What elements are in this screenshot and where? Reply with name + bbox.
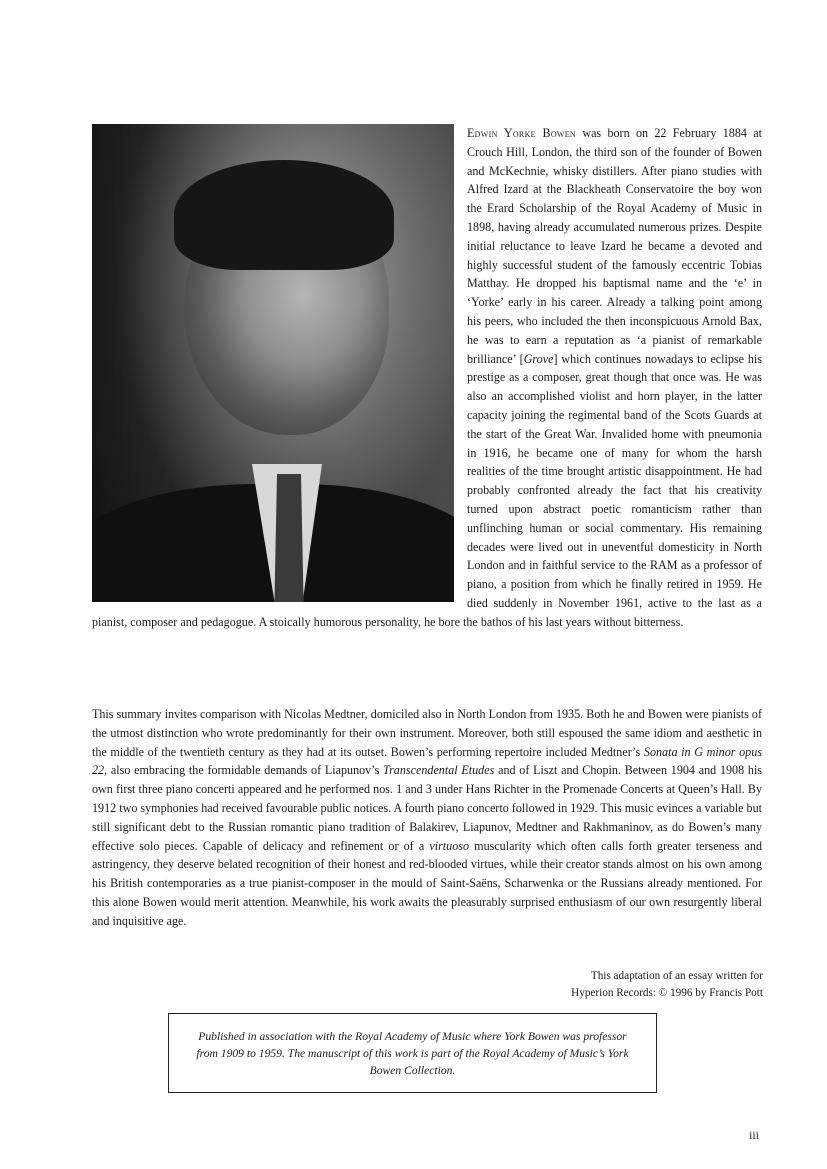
paragraph-1-text-a: was born on 22 February 1884 at Crouch Hill, London, the third son of the founder of Bowen and McKechnie, whisky distillers. After piano studies with Alfred Izard at the Blackheath Conservatoire the boy won the Erard Scholarship of the Royal Academy of Music in 1898, having already accumulated numerous prizes. Despite initial reluctance to leave Izard he became a devoted and highly successful student of the famously eccentric Tobias Matthay. He dropped his baptismal name and the ‘e’ in ‘Yorke’ early in his career. Already a talking point among his peers, who included the then inconspicuous Arnold Bax, he was to earn a reputation as ‘a pianist of remarkable brilliance’ [: [467, 126, 762, 366]
etudes-title: Transcendental Etudes: [383, 763, 495, 778]
credit-line-2: Hyperion Records: © 1996 by Francis Pott: [571, 986, 763, 999]
biography-first-paragraph: [92, 124, 762, 632]
paragraph-2-text-d: muscularity which often calls forth greater terseness and astringency, they deserve belated recognition of their honest and red-blooded virtues, while their creator stands almost on his own among his British contemporaries as a true pianist-composer in the mould of Saint-Saëns, Scharwenka or the Russians already mentioned. For this alone Bowen would merit attention. Meanwhile, his work awaits the pleasurably surprised enthusiasm of our own resurgently liberal and inquisitive age.: [92, 838, 762, 928]
photo-spacer: [92, 124, 467, 604]
paragraph-2-text-b: , also embracing the formidable demands of Liapunov’s: [104, 763, 384, 778]
publication-note-text: Published in association with the Royal Academy of Music where York Bowen was professor from 1909 to 1959. The manuscript of this work is part of the Royal Academy of Music’s York Bowen Collection.: [196, 1029, 629, 1077]
virtuoso-word: virtuoso: [429, 838, 470, 853]
paragraph-2-text-a: This summary invites comparison with Nicolas Medtner, domiciled also in North London from 1935. Both he and Bowen were pianists of the utmost distinction who wrote predominantly for their own instrument. Moreover, both still espoused the same idiom and aesthetic in the middle of the twentieth century as they had at its outset. Bowen’s performing repertoire included Medtner’s: [92, 707, 762, 759]
paragraph-1-text-b: ] which continues nowadays to eclipse his prestige as a composer, great though that once was. He was also an accomplished violist and horn player, in the latter capacity joining the regimental band of the Scots Guards at the start of the Great War. Invalided home with pneumonia in 1916, he became one of many for whom the harsh realities of the time brought artistic disappointment. He had probably confronted already the fact that his creativity turned upon abstract poetic romanticism rather than unflinching human or social commentary. His remaining decades were lived out in uneventful domesticity in North London and in faithful service to the RAM as a professor of piano, a position from which he finally retired in 1959. He died suddenly in November 1961, active to the last as a pianist, composer and pedagogue. A stoically humorous personality, he bore the bathos of his last years without bitterness.: [92, 351, 762, 629]
essay-credit: [571, 968, 763, 1001]
grove-citation: Grove: [523, 351, 554, 366]
sonata-title: Sonata in G minor opus 22: [92, 744, 762, 778]
paragraph-2: [92, 705, 762, 931]
credit-line-1: This adaptation of an essay written for: [590, 970, 763, 982]
name-small-caps: Edwin Yorke Bowen: [467, 126, 577, 140]
page-number: iii: [748, 1128, 759, 1142]
paragraph-2-text-c: and of Liszt and Chopin. Between 1904 and 1908 his own first three piano concerti appeared and he performed nos. 1 and 3 under Hans Richter in the Promenade Concerts at Queen’s Hall. By 1912 two symphonies had received favourable public notices. A fourth piano concerto followed in 1929. This music evinces a variable but still significant debt to the Russian romantic piano tradition of Balakirev, Liapunov, Medtner and Rakhmaninov, as do Bowen’s many effective solo pieces. Capable of delicacy and refinement or of a: [92, 763, 763, 853]
publication-note-box: [168, 1013, 657, 1093]
